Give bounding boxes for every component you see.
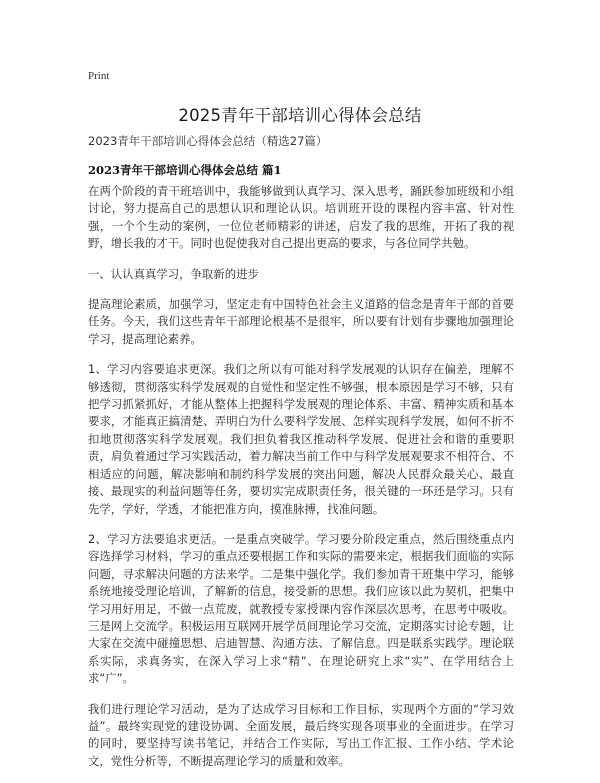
body-paragraph: 1、学习内容要追求更深。我们之所以有可能对科学发展观的认识存在偏差，理解不够透彻，贯彻落实科学发展观的自觉性和坚定性不够强，根本原因是学习不够，只有把学习抓紧抓好，才能从整体上把握科学发展观的理论体系、丰富、精神实质和基本要求，才能真正搞清楚、弄明白为什么要科学发展、怎样实现科学发展，如何不折不扣地贯彻落实科学发展观。我们担负着我区推动科学发展、促进社会和谐的重要职责，肩负着通过学习实践活动，着力解决当前工作中与科学发展观要求不相符合、不相适应的问题，解决影响和制约科学发展的突出问题，解决人民群众最关心、最直接、最现实的利益问题等任务，要切实完成职责任务，很关键的一环还是学习。只有先学，学好，学透，才能把准方向，摸准脉搏，找准问题。 (88, 362, 514, 516)
body-paragraph: 2、学习方法要追求更活。一是重点突破学。学习要分阶段定重点，然后围绕重点内容选择学习材料，学习的重点还要根据工作和实际的需要来定，根据我们面临的实际问题，寻求解决问题的方法来学。二是集中强化学。我们参加青干班集中学习，能够系统地接受理论培训，了解新的信息，接受新的思想。我们应该以此为契机，把集中学习用好用足，不做一点荒废，就教授专家授课内容作深层次思考，在思考中吸收。三是网上交流学。积极运用互联网开展学员间理论学习交流，定期落实讨论专题，让大家在交流中碰撞思想、启迪智慧、沟通方法、了解信息。四是联系实践学。理论联系实际，求真务实，在深入学习上求“精”、在理论研究上求“实”、在学用结合上求“广”。 (88, 531, 514, 686)
body-paragraph: 提高理论素质，加强学习，坚定走有中国特色社会主义道路的信念是青年干部的首要任务。今天，我们这些青年干部理论根基不是很牢，所以要有计划有步骤地加强理论学习，提高理论素养。 (88, 297, 514, 346)
body-paragraph: 我们进行理论学习活动，是为了达成学习目标和工作目标，实现两个方面的“学习效益”。最终实现党的建设协调、全面发展，最后终实现各项事业的全面进步。在学习的同时，要坚持写读书笔记，并结合工作实际，写出工作汇报、工作小结、学术论文，党性分析等，不断提高理论学习的质量和效率。 (88, 701, 514, 768)
subheading-paragraph: 一、认认真真学习，争取新的进步 (88, 266, 259, 281)
intro-paragraph: 在两个阶段的青干班培训中，我能够做到认真学习、深入思考，踊跃参加班级和小组讨论，努力提高自己的思想认识和理论认识。培训班开设的课程内容丰富、针对性强，一个个生动的案例，一位位老师精彩的讲述，启发了我的思维，开拓了我的视野，增长我的才干。同时也促使我对自己提出更高的要求，与各位同学共勉。 (88, 184, 514, 251)
page-title: 2025青年干部培训心得体会总结 (178, 106, 422, 125)
document-subtitle: 2023青年干部培训心得体会总结（精选27篇） (88, 134, 328, 148)
print-link[interactable]: Print (88, 70, 110, 82)
article-body (88, 183, 514, 783)
section-heading: 2023青年干部培训心得体会总结 篇1 (88, 163, 282, 177)
